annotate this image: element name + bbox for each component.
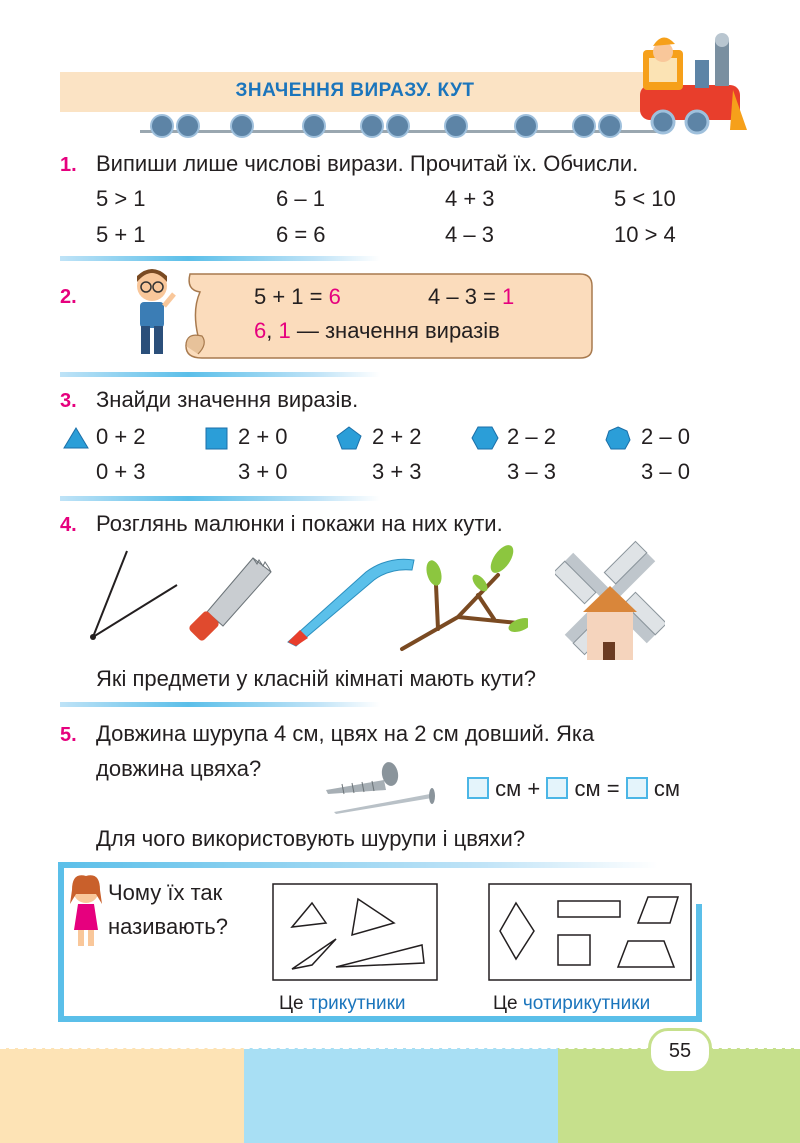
angle-icon bbox=[85, 545, 185, 645]
windmill-icon bbox=[555, 538, 665, 663]
section-divider bbox=[60, 702, 380, 707]
expression: 4 – 3 bbox=[445, 222, 494, 247]
expression: 6 – 1 bbox=[276, 186, 325, 211]
wheel-icon bbox=[176, 114, 200, 138]
wheel-icon bbox=[598, 114, 622, 138]
answer-box[interactable] bbox=[467, 777, 489, 799]
square-icon bbox=[204, 426, 230, 450]
quadrilaterals-panel bbox=[488, 883, 692, 981]
task-number: 1. bbox=[60, 154, 77, 176]
expression: 2 + 0 bbox=[238, 424, 288, 449]
task-number: 3. bbox=[60, 390, 77, 412]
boy-icon bbox=[130, 268, 180, 360]
box-border-right bbox=[696, 904, 702, 1022]
expression: 10 > 4 bbox=[614, 222, 676, 247]
answer-box[interactable] bbox=[546, 777, 568, 799]
expression: 2 + 2 bbox=[372, 424, 422, 449]
expression: 3 + 3 bbox=[372, 459, 422, 484]
expression: 5 < 10 bbox=[614, 186, 676, 211]
saw-icon bbox=[185, 550, 280, 650]
wheel-icon bbox=[150, 114, 174, 138]
section-divider bbox=[60, 372, 380, 377]
wheel-icon bbox=[360, 114, 384, 138]
expression: 5 + 1 bbox=[96, 222, 146, 247]
wheel-icon bbox=[230, 114, 254, 138]
task-text: Розглянь малюнки і покажи на них кути. bbox=[96, 511, 503, 536]
wheel-icon bbox=[386, 114, 410, 138]
answer-equation: см + см = см bbox=[467, 776, 680, 802]
expression: 2 – 2 bbox=[507, 424, 556, 449]
box-border-top bbox=[58, 862, 658, 868]
wheel-icon bbox=[572, 114, 596, 138]
section-divider bbox=[60, 256, 380, 261]
task-number: 4. bbox=[60, 514, 77, 536]
heptagon-icon bbox=[604, 425, 632, 451]
expression: 0 + 2 bbox=[96, 424, 146, 449]
task-text: Довжина шурупа 4 см, цвях на 2 см довший. Яка bbox=[96, 721, 595, 746]
expression: 6 = 6 bbox=[276, 222, 326, 247]
section-divider bbox=[60, 496, 380, 501]
scroll-banner bbox=[180, 270, 600, 362]
box-border-bottom bbox=[58, 1016, 702, 1022]
answer-box[interactable] bbox=[626, 777, 648, 799]
caption-quadrilaterals: Це чотирикутники bbox=[493, 993, 651, 1014]
wheel-icon bbox=[514, 114, 538, 138]
wheel-icon bbox=[302, 114, 326, 138]
triangle-icon bbox=[62, 426, 90, 450]
screw-and-nail-icon bbox=[322, 760, 440, 816]
task-number: 2. bbox=[60, 286, 77, 308]
question-text: Які предмети у класній кімнаті мають кути? bbox=[96, 666, 536, 691]
expression: 3 + 0 bbox=[238, 459, 288, 484]
equation: 4 – 3 = 1 bbox=[428, 284, 515, 309]
expression: 5 > 1 bbox=[96, 186, 146, 211]
girl-icon bbox=[66, 874, 106, 950]
expression: 4 + 3 bbox=[445, 186, 495, 211]
expression: 3 – 0 bbox=[641, 459, 690, 484]
box-question-line: Чому їх так bbox=[108, 880, 223, 905]
triangles-panel bbox=[272, 883, 438, 981]
footer-band-blue bbox=[244, 1048, 558, 1143]
equation: 5 + 1 = 6 bbox=[254, 284, 341, 309]
caption-triangles: Це трикутники bbox=[279, 993, 406, 1014]
page-number: 55 bbox=[648, 1028, 712, 1074]
pentagon-icon bbox=[335, 425, 363, 451]
task-number: 5. bbox=[60, 724, 77, 746]
box-question-line: називають? bbox=[108, 914, 228, 939]
locomotive-icon bbox=[635, 30, 750, 135]
hexagon-icon bbox=[470, 425, 500, 451]
expression: 3 – 3 bbox=[507, 459, 556, 484]
page-title: ЗНАЧЕННЯ ВИРАЗУ. КУТ bbox=[235, 80, 475, 101]
note-text: 6, 1 — значення виразів bbox=[254, 318, 500, 343]
expression: 0 + 3 bbox=[96, 459, 146, 484]
branch-icon bbox=[398, 545, 528, 655]
box-border-left bbox=[58, 862, 64, 1022]
question-text: Для чого використовують шурупи і цвяхи? bbox=[96, 826, 526, 851]
expression: 2 – 0 bbox=[641, 424, 690, 449]
footer-band-orange bbox=[0, 1048, 244, 1143]
task-text: Випиши лише числові вирази. Прочитай їх. Обчисли. bbox=[96, 151, 639, 176]
wheel-icon bbox=[444, 114, 468, 138]
task-text: довжина цвяха? bbox=[96, 756, 262, 781]
task-text: Знайди значення виразів. bbox=[96, 387, 359, 412]
